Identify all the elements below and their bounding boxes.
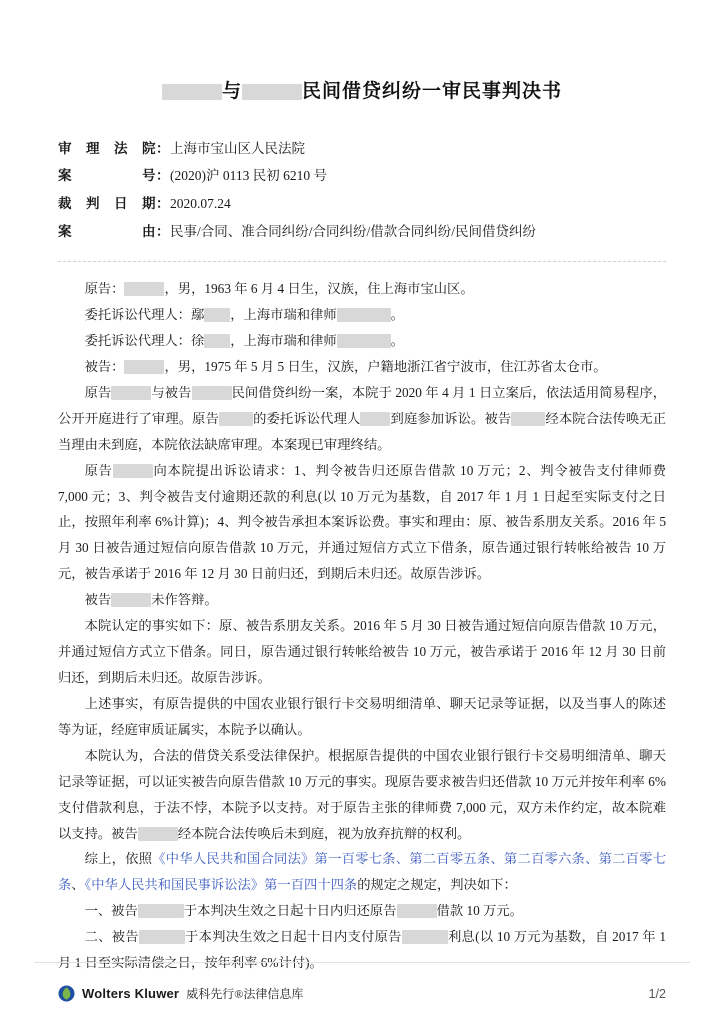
meta-value-court: 上海市宝山区人民法院: [170, 140, 305, 156]
page-footer: [34, 962, 690, 1024]
paragraph-procedure: 原告 与被告 民间借贷纠纷一案，本院于 2020 年 4 月 1 日立案后，依法适用简易程序，公开开庭进行了审理。原告 的委托诉讼代理人 到庭参加诉讼。被告 经本院合法传唤无正当理由未到庭，本院依法缺席审理。本案现已审理终结。: [58, 384, 667, 452]
redacted-name: [111, 386, 151, 400]
brand-name: Wolters Kluwer: [82, 986, 180, 1001]
title-rest: 民间借贷纠纷一审民事判决书: [302, 81, 563, 102]
page-number: 1/2: [648, 986, 666, 1001]
redacted-name: [139, 930, 185, 944]
redacted-name: [111, 593, 151, 607]
law-link-civil-procedure-law[interactable]: 《中华人民共和国民事诉讼法》第一百四十四条: [84, 877, 358, 893]
conclusion-tail: 的规定之规定，判决如下：: [357, 877, 517, 893]
redacted-name: [124, 282, 164, 296]
redacted-name: [124, 360, 164, 374]
redacted-name: [204, 308, 230, 322]
document-metadata: [0, 135, 724, 246]
meta-row-court: [58, 135, 666, 163]
meta-value-cause: 民事/合同、准合同纠纷/合同纠纷/借款合同纠纷/民间借贷纠纷: [170, 223, 537, 239]
paragraph-plaintiff: 原告： ，男，1963 年 6 月 4 日生，汉族，住上海市宝山区。: [84, 281, 474, 297]
redacted-name: [204, 334, 230, 348]
redacted-firm: [337, 308, 391, 322]
judgment-item-1: 一、被告 于本判决生效之日起十日内归还原告 借款 10 万元。: [84, 903, 523, 919]
redacted-name: [511, 412, 545, 426]
meta-row-case-number: [58, 162, 666, 190]
paragraph-evidence: 上述事实，有原告提供的中国农业银行银行卡交易明细清单、聊天记录等证据，以及当事人的陈述等为证，经庭审质证属实，本院予以确认。: [58, 695, 666, 737]
paragraph-conclusion: [58, 846, 666, 898]
brand-logo: [58, 985, 303, 1002]
meta-value-date: 2020.07.24: [170, 195, 231, 211]
brand-name-cn: 威科先行®法律信息库: [186, 987, 304, 1001]
paragraph-defendant: 被告： ，男，1975 年 5 月 5 日生，汉族，户籍地浙江省宁波市，住江苏省太仓市。: [84, 358, 607, 374]
meta-label-court: 审 理 法 院：: [58, 140, 170, 156]
judgment-item-2: 二、被告 于本判决生效之日起十日内支付原告 利息(以 10 万元为基数，自 2017 年 1 月 1 日至实际清偿之日，按年利率 6%计付)。: [58, 929, 667, 971]
redacted-name: [113, 464, 153, 478]
redacted-name: [397, 904, 437, 918]
meta-label-case-number: 案 号：: [58, 168, 170, 184]
redacted-name: [192, 386, 232, 400]
redacted-name: [402, 930, 448, 944]
meta-value-case-number: (2020)沪 0113 民初 6210 号: [170, 168, 327, 184]
conclusion-separator: 、: [71, 877, 85, 893]
wolters-kluwer-logo-icon: [58, 985, 75, 1002]
paragraph-facts: 本院认定的事实如下：原、被告系朋友关系。2016 年 5 月 30 日被告通过短信向原告借款 10 万元，并通过短信方式立下借条。同日，原告通过银行转帐给被告 10 万元，被告承诺于 2016 年 12 月 30 日前归还，到期后未归还。故原告涉诉。: [58, 618, 666, 686]
meta-label-date: 裁 判 日 期：: [58, 195, 170, 211]
meta-row-cause: [58, 218, 666, 246]
redacted-name: [219, 412, 253, 426]
redacted-name: [360, 412, 390, 426]
law-link-contract-law[interactable]: 《中华人民共和国合同法》第一百零七条、第二百零五条、第二百零六条、第二百零七条: [58, 851, 667, 893]
conclusion-lead: 综上，依照: [84, 851, 153, 867]
document-body: [0, 262, 724, 976]
redacted-name: [138, 827, 178, 841]
paragraph-claims: 原告 向本院提出诉讼请求：1、判令被告归还原告借款 10 万元；2、判令被告支付律师费 7,000 元；3、判令被告支付逾期还款的利息(以 10 万元为基数，自 2017 年 1 月 1 日起至实际支付之日止，按照年利率 6%计算)；4、判令被告承担本案诉讼费。事实和理由：原、被告系朋友关系。2016 年 5 月 30 日被告通过短信向原告借款 10 万元，并通过短信方式立下借条，原告通过银行转帐给被告 10 万元，被告承诺于 2016 年 12 月 30 日前归还，到期后未归还。故原告涉诉。: [58, 462, 666, 582]
paragraph-reasoning: 本院认为，合法的借贷关系受法律保护。根据原告提供的中国农业银行银行卡交易明细清单、聊天记录等证据，可以证实被告向原告借款 10 万元的事实。现原告要求被告归还借款 10 万元并按年利率 6%支付借款利息，于法不悖，本院予以支持。对于原告主张的律师费 7,000 元，双方未作约定，故本院难以支持。被告 经本院合法传唤后未到庭，视为放弃抗辩的权利。: [58, 747, 666, 841]
paragraph-defense: 被告 未作答辩。: [84, 592, 218, 608]
redacted-name: [138, 904, 184, 918]
paragraph-agent-1: 委托诉讼代理人：鄢 ，上海市瑞和律师 。: [84, 307, 404, 323]
title-conjunction: 与: [221, 81, 242, 102]
redacted-firm: [337, 334, 391, 348]
paragraph-agent-2: 委托诉讼代理人：徐 ，上海市瑞和律师 。: [84, 333, 404, 349]
meta-label-cause: 案 由：: [58, 223, 170, 239]
redacted-party-a: [162, 84, 222, 100]
meta-row-date: [58, 190, 666, 218]
redacted-party-b: [242, 84, 302, 100]
page-title: [0, 0, 724, 107]
